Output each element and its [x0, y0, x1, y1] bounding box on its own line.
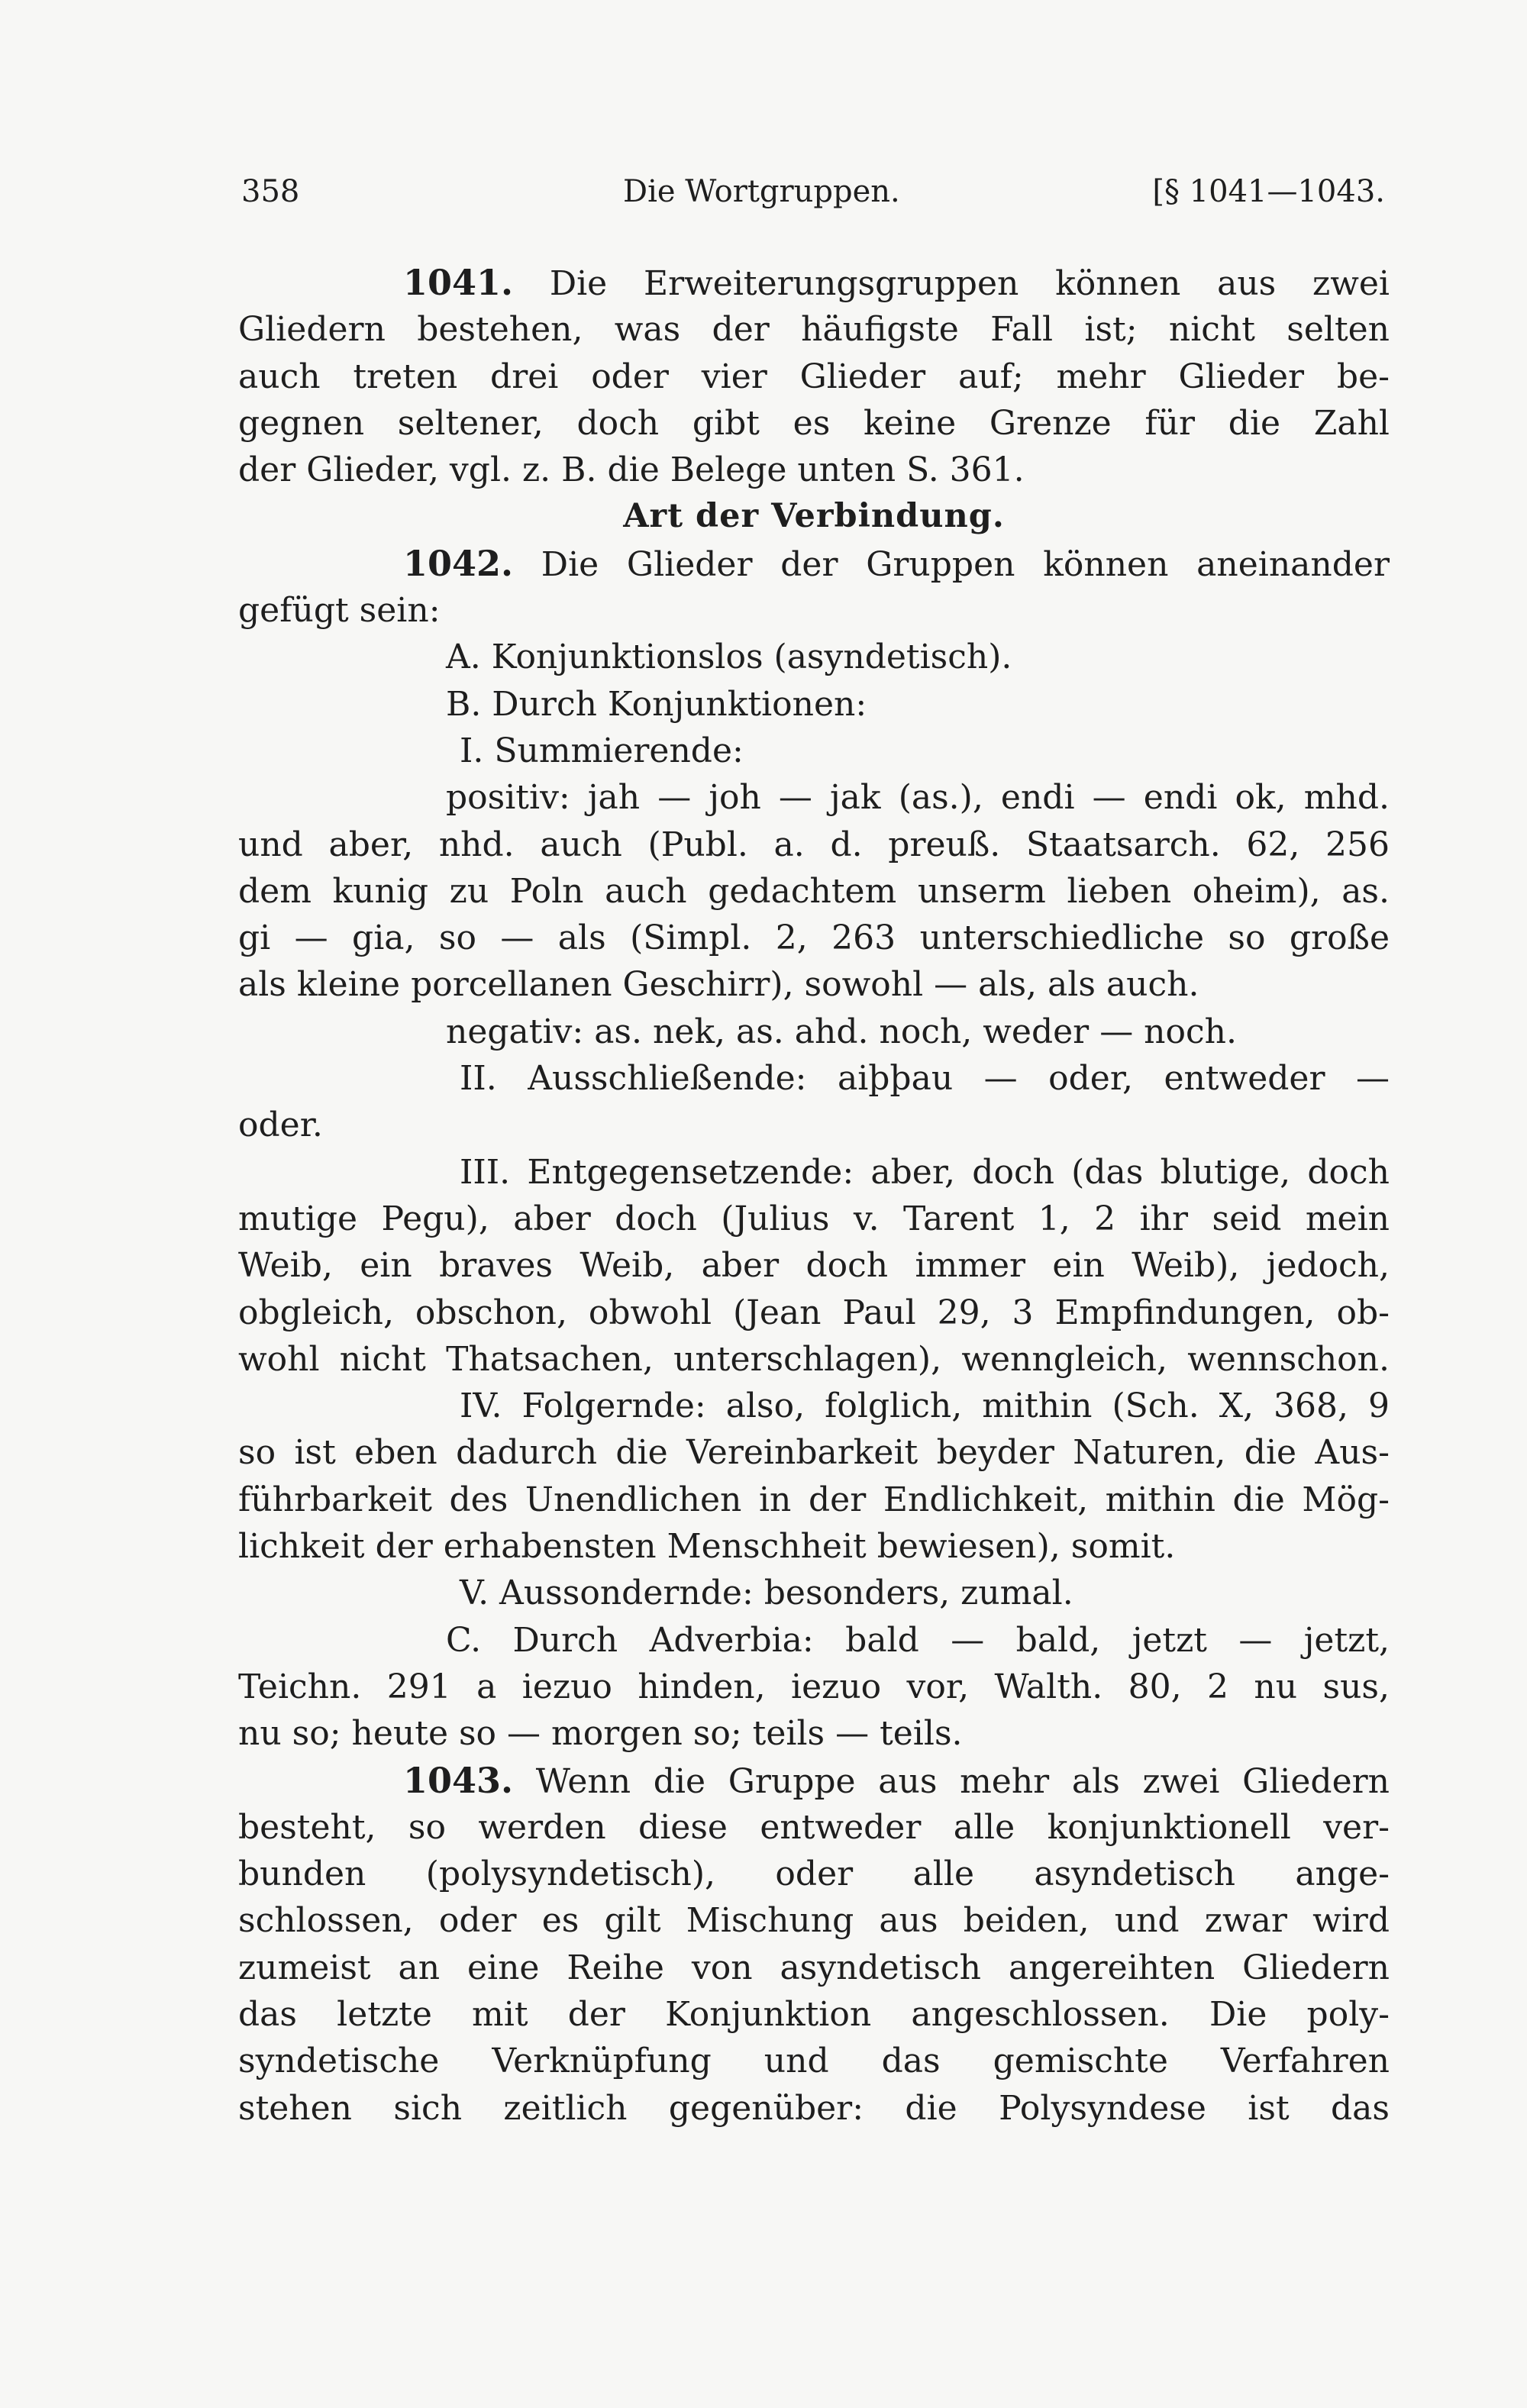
paragraph-number: 1041.	[403, 262, 514, 303]
subitem-iv-line: lichkeit der erhabensten Menschheit bewiesen), somit.	[238, 1527, 1176, 1567]
subitem-iv-line: führbarkeit des Unendlichen in der Endlichkeit, mithin die Mög-	[238, 1480, 1390, 1519]
paragraph-number: 1042.	[403, 542, 514, 584]
paragraph-1043-line: syndetische Verknüpfung und das gemischte Verfahren	[238, 2042, 1390, 2081]
running-header	[241, 174, 1385, 223]
subitem-ii: II. Ausschließende: aiþþau — oder, entweder —	[460, 1059, 1390, 1099]
subitem-i-line: gi — gia, so — als (Simpl. 2, 263 unterschiedliche so große	[238, 918, 1390, 958]
paragraph-1043-line: stehen sich zeitlich gegenüber: die Polysyndese ist das	[238, 2088, 1390, 2128]
section-heading: Art der Verbindung.	[623, 497, 1005, 536]
paragraph-1043-line: zumeist an eine Reihe von asyndetisch angereihten Gliedern	[238, 1948, 1390, 1987]
subitem-ii-line: oder.	[238, 1106, 323, 1145]
paragraph-number: 1043.	[403, 1759, 514, 1801]
body-text	[238, 260, 1390, 2132]
paragraph-1043-line: bunden (polysyndetisch), oder alle asyndetisch ange-	[238, 1854, 1390, 1894]
subitem-i: I. Summierende:	[460, 731, 744, 770]
subitem-i-line: als kleine porcellanen Geschirr), sowohl — als, als auch.	[238, 965, 1199, 1005]
subitem-iii: III. Entgegensetzende: aber, doch (das blutige, doch	[460, 1152, 1390, 1192]
list-item-b: B. Durch Konjunktionen:	[446, 684, 867, 724]
page-number: 358	[241, 174, 300, 209]
subitem-i-line: dem kunig zu Poln auch gedachtem unserm lieben oheim), as.	[238, 871, 1390, 911]
paragraph-1043-line: 1043. Wenn die Gruppe aus mehr als zwei Gliedern	[403, 1759, 1390, 1801]
paragraph-1043-line: besteht, so werden diese entweder alle konjunktionell ver-	[238, 1807, 1390, 1847]
subitem-iii-line: Weib, ein braves Weib, aber doch immer ein Weib), jedoch,	[238, 1246, 1390, 1286]
subitem-iv: IV. Folgernde: also, folglich, mithin (Sch. X, 368, 9	[460, 1386, 1390, 1426]
subitem-iii-line: mutige Pegu), aber doch (Julius v. Tarent 1, 2 ihr seid mein	[238, 1199, 1390, 1238]
subitem-v: V. Aussondernde: besonders, zumal.	[460, 1574, 1073, 1613]
paragraph-1041-line: 1041. Die Erweiterungsgruppen können aus zwei	[403, 262, 1390, 303]
subitem-i-line: und aber, nhd. auch (Publ. a. d. preuß. Staatsarch. 62, 256	[238, 825, 1390, 864]
paragraph-1042-line: gefügt sein:	[238, 591, 441, 631]
paragraph-1041-line: gegnen seltener, doch gibt es keine Grenze für die Zahl	[238, 403, 1390, 443]
subitem-i-line: positiv: jah — joh — jak (as.), endi — endi ok, mhd.	[446, 778, 1390, 818]
list-item-a: A. Konjunktionslos (asyndetisch).	[446, 638, 1012, 677]
paragraph-1041-line: Gliedern bestehen, was der häufigste Fall ist; nicht selten	[238, 310, 1390, 350]
subitem-iii-line: obgleich, obschon, obwohl (Jean Paul 29, 3 Empfindungen, ob-	[238, 1293, 1390, 1332]
paragraph-1042-line: 1042. Die Glieder der Gruppen können aneinander	[403, 542, 1390, 584]
subitem-iv-line: so ist eben dadurch die Vereinbarkeit beyder Naturen, die Aus-	[238, 1433, 1390, 1473]
paragraph-1041-line: der Glieder, vgl. z. B. die Belege unten S. 361.	[238, 450, 1025, 490]
subitem-iii-line: wohl nicht Thatsachen, unterschlagen), wenngleich, wennschon.	[238, 1339, 1390, 1379]
paragraph-1043-line: das letzte mit der Konjunktion angeschlossen. Die poly-	[238, 1994, 1390, 2034]
list-item-c: C. Durch Adverbia: bald — bald, jetzt — jetzt,	[446, 1620, 1390, 1660]
list-item-c-line: Teichn. 291 a iezuo hinden, iezuo vor, Walth. 80, 2 nu sus,	[238, 1667, 1390, 1706]
list-item-c-line: nu so; heute so — morgen so; teils — teils.	[238, 1714, 963, 1754]
subitem-i-negativ: negativ: as. nek, as. ahd. noch, weder — noch.	[446, 1012, 1237, 1051]
running-title: Die Wortgruppen.	[623, 174, 900, 209]
section-range: [§ 1041—1043.	[1152, 174, 1385, 209]
paragraph-1043-line: schlossen, oder es gilt Mischung aus beiden, und zwar wird	[238, 1901, 1390, 1941]
paragraph-1041-line: auch treten drei oder vier Glieder auf; mehr Glieder be-	[238, 357, 1390, 396]
